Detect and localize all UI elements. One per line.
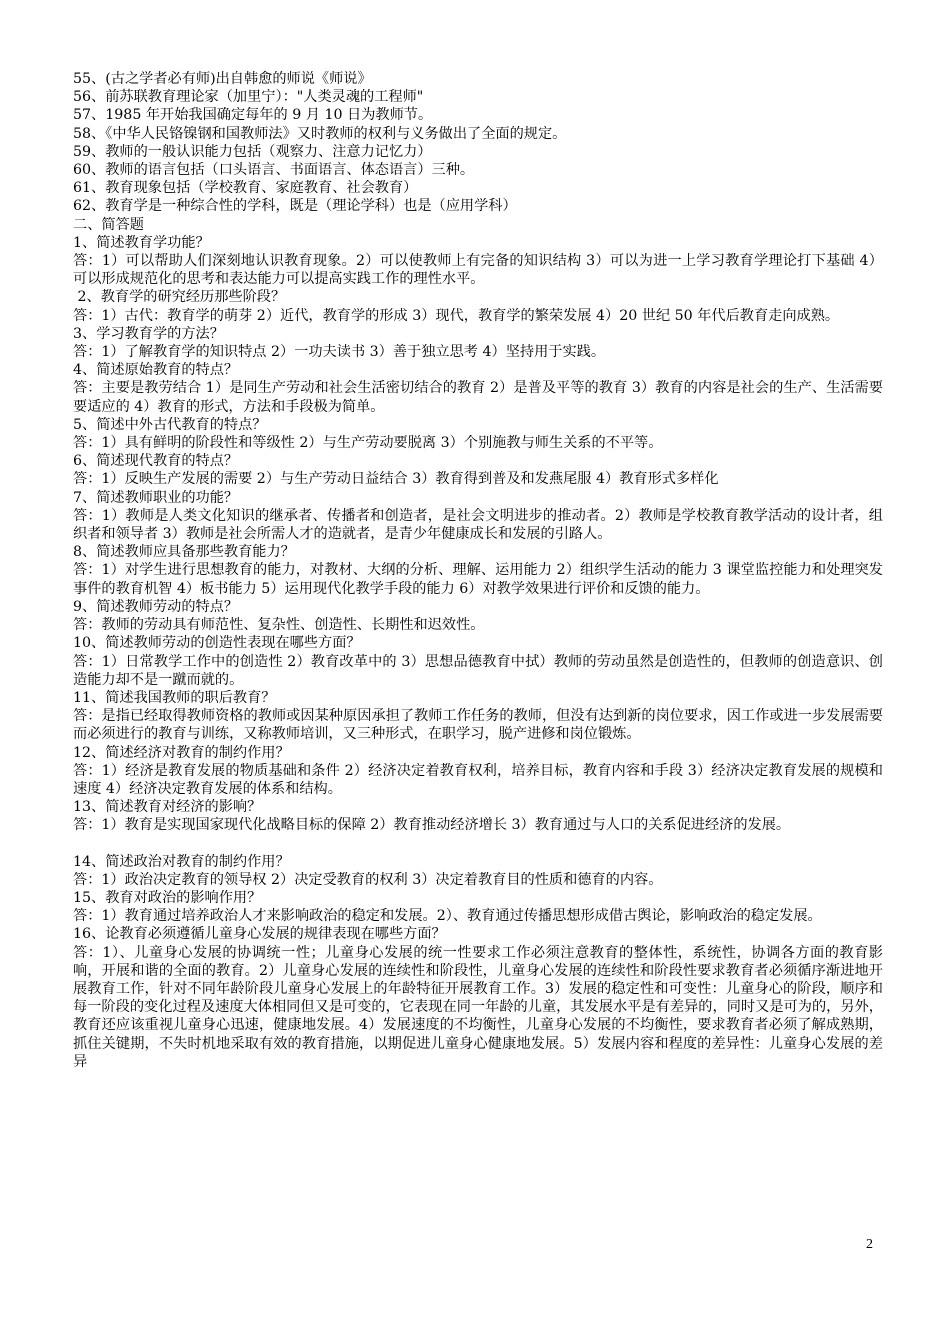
- answer: 答：1）教育通过培养政治人才来影响政治的稳定和发展。2）、教育通过传播思想形成借古舆论，影响政治的稳定发展。: [73, 908, 822, 925]
- question: 9、简述教师劳动的特点？: [73, 598, 239, 615]
- question: 12、简述经济对教育的制约作用？: [73, 744, 290, 761]
- answer: 答：1）教育是实现国家现代化战略目标的保障 2）教育推动经济增长 3）教育通过与人口的关系促进经济的发展。: [73, 817, 791, 834]
- fill-item: 57、1985 年开始我国确定每年的 9 月 10 日为教师节。: [73, 107, 433, 124]
- question: 5、简述中外古代教育的特点？: [73, 416, 267, 433]
- answer: 答：教师的劳动具有师范性、复杂性、创造性、长期性和迟效性。: [73, 617, 485, 634]
- fill-item: 61、教育现象包括（学校教育、家庭教育、社会教育）: [73, 180, 418, 197]
- question: 15、教育对政治的影响作用？: [73, 889, 262, 906]
- answer: 答：1）古代：教育学的萌芽 2）近代，教育学的形成 3）现代，教育学的繁荣发展 4）20 世纪 50 年代后教育走向成熟。: [73, 307, 840, 324]
- document-page: [73, 70, 883, 1071]
- question: 10、简述教师劳动的创造性表现在哪些方面？: [73, 635, 361, 652]
- question: 3、学习教育学的方法？: [73, 325, 224, 342]
- question: 13、简述教育对经济的影响？: [73, 799, 262, 816]
- answer: 答：主要是教劳结合 1）是同生产劳动和社会生活密切结合的教育 2）是普及平等的教育 3）教育的内容是社会的生产、生活需要要适应的 4）教育的形式，方法和手段极为简单。: [73, 380, 883, 415]
- blank-line: [73, 835, 883, 853]
- answer: 答：1）政治决定教育的领导权 2）决定受教育的权利 3）决定着教育目的性质和德育的内容。: [73, 871, 663, 888]
- answer: 答：是指已经取得教师资格的教师或因某种原因承担了教师工作任务的教师，但没有达到新的岗位要求，因工作或进一步发展需要而必须进行的教育与训练，又称教师培训，又三种形式，在职学习，脱产进修和岗位锻炼。: [73, 708, 883, 743]
- question: 16、论教育必须遵循儿童身心发展的规律表现在哪些方面？: [73, 926, 446, 943]
- answer: 答：1）日常教学工作中的创造性 2）教育改革中的 3）思想品德教育中拭）教师的劳动虽然是创造性的，但教师的创造意识、创造能力却不是一蹴而就的。: [73, 653, 883, 688]
- question: 8、简述教师应具备那些教育能力？: [73, 544, 295, 561]
- question: 7、简述教师职业的功能？: [73, 489, 239, 506]
- answer: 答：1）教师是人类文化知识的继承者、传播者和创造者，是社会文明进步的推动者。2）教师是学校教育教学活动的设计者，组织者和领导者 3）教师是社会所需人才的造就者，是青少年健康成长和发展的引路人。: [73, 507, 883, 543]
- fill-item: 58、《中华人民铬镍钢和国教师法》又时教师的权利与义务做出了全面的规定。: [73, 125, 567, 142]
- answer: 答：1）反映生产发展的需要 2）与生产劳动日益结合 3）教育得到普及和发燕尾服 4）教育形式多样化: [73, 471, 719, 488]
- question: 11、简述我国教师的职后教育？: [73, 689, 276, 706]
- fill-item: 60、教师的语言包括（口头语言、书面语言、体态语言）三种。: [73, 162, 475, 179]
- fill-item: 62、教育学是一种综合性的学科，既是（理论学科）也是（应用学科）: [73, 198, 517, 215]
- fill-item: 59、教师的一般认识能力包括（观察力、注意力记忆力）: [73, 143, 432, 160]
- question: 1、简述教育学功能？: [73, 234, 210, 251]
- answer: 答：1）具有鲜明的阶段性和等级性 2）与生产劳动要脱离 3）个别施教与师生关系的不平等。: [73, 435, 663, 452]
- answer: 答：1）了解教育学的知识特点 2）一功夫读书 3）善于独立思考 4）坚持用于实践。: [73, 344, 606, 361]
- answer: 答：1）对学生进行思想教育的能力，对教材、大纲的分析、理解、运用能力 2）组织学生活动的能力 3 课堂监控能力和处理突发事件的教育机智 4）板书能力 5）运用现代化教学手段的能力 6）对教学效果进行评价和反馈的能力。: [73, 562, 883, 597]
- qa-list: [73, 234, 883, 1071]
- fill-blank-list: [73, 70, 883, 216]
- question: 6、简述现代教育的特点？: [73, 453, 239, 470]
- question: 4、简述原始教育的特点？: [73, 362, 239, 379]
- section-title: 二、简答题: [73, 216, 144, 233]
- question: 2、教育学的研究经历那些阶段？: [73, 289, 286, 306]
- question: 14、简述政治对教育的制约作用？: [73, 853, 290, 870]
- answer: 答：1）、儿童身心发展的协调统一性；儿童身心发展的统一性要求工作必须注意教育的整体性，系统性，协调各方面的教育影响，开展和谐的全面的教育。2）儿童身心发展的连续性和阶段性，儿童身心发展的连续性和阶段性要求教育者必须循序渐进地开展教育工作，针对不同年龄阶段儿童身心发展上的年龄特征开展教育工作。3）发展的稳定性和可变性：儿童身心的阶段，顺序和每一阶段的变化过程及速度大体相同但又是可变的，它表现在同一年龄的儿童，其发展水平是有差异的，同时又是可为的，另外，教育还应该重视儿童身心迅速，健康地发展。4）发展速度的不均衡性，儿童身心发展的不均衡性，要求教育者必须了解成熟期，抓住关键期，不失时机地采取有效的教育措施，以期促进儿童身心健康地发展。5）发展内容和程度的差异性：儿童身心发展的差异: [73, 944, 883, 1070]
- page-number: 2: [866, 1237, 873, 1252]
- answer: 答：1）经济是教育发展的物质基础和条件 2）经济决定着教育权利，培养目标，教育内容和手段 3）经济决定教育发展的规模和速度 4）经济决定教育发展的体系和结构。: [73, 762, 883, 797]
- fill-item: 56、前苏联教育理论家（加里宁）："人类灵魂的工程师": [73, 89, 424, 106]
- answer: 答：1）可以帮助人们深刻地认识教育现象。2）可以使教师上有完备的知识结构 3）可以为进一上学习教育学理论打下基础 4）可以形成规范化的思考和表达能力可以提高实践工作的理性水平。: [73, 253, 883, 288]
- fill-item: 55、(古之学者必有师)出自韩愈的师说《师说》: [73, 71, 372, 87]
